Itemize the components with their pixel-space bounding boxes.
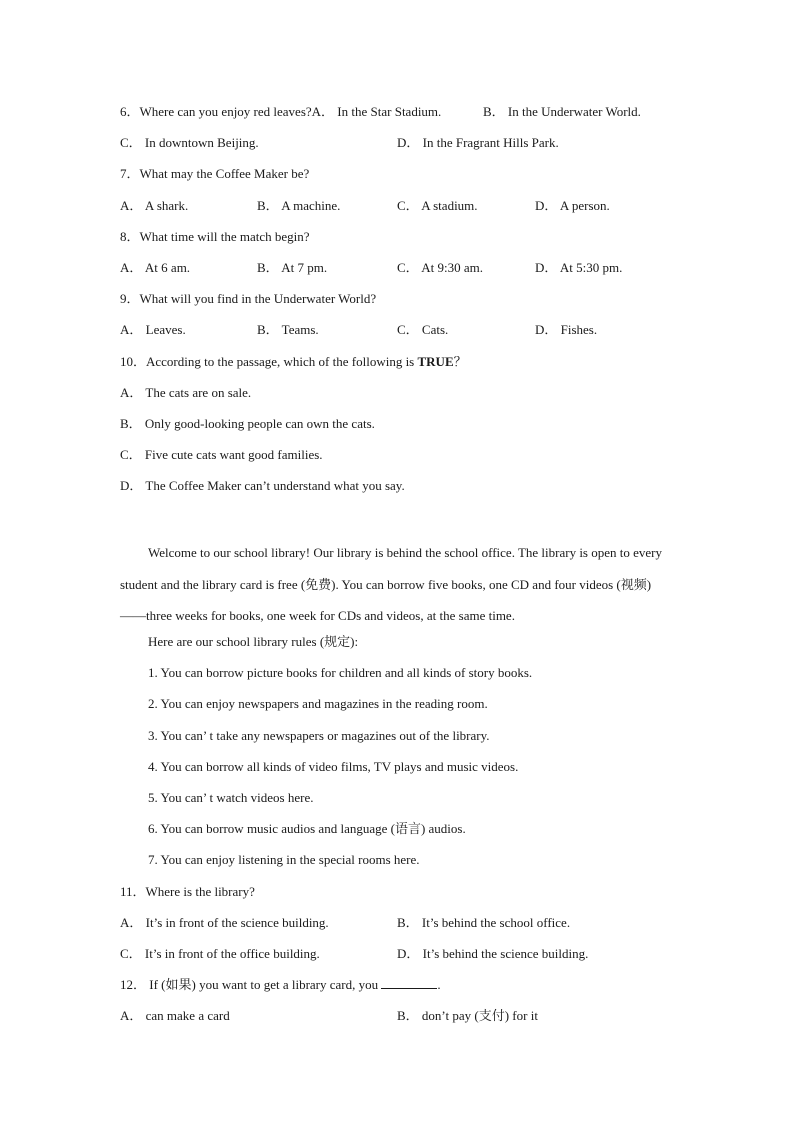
rule-item: 2. You can enjoy newspapers and magazines in the reading room. <box>148 696 488 712</box>
question-9-option-c: C． Cats. <box>397 322 449 338</box>
question-6-option-c: C． In downtown Beijing. <box>120 135 259 151</box>
question-6-option-b: B． In the Underwater World. <box>483 104 641 119</box>
answer-blank[interactable] <box>381 976 437 989</box>
question-10-option-d: D． The Coffee Maker can’t understand what you say. <box>120 478 405 494</box>
question-10-stem <box>120 351 680 382</box>
question-7-stem: 7．What may the Coffee Maker be? <box>120 166 310 182</box>
question-10-stem-end: ？ <box>453 353 467 369</box>
rules-heading: Here are our school library rules (规定): <box>148 634 359 650</box>
question-7-option-c: C． A stadium. <box>397 197 478 213</box>
question-8-option-a: A． At 6 am. <box>120 259 191 275</box>
passage-intro: Welcome to our school library! Our library is behind the school office. The library is open to every student and the library card is free (免费). You can borrow five books, one CD and four videos (视频)——three weeks for books, one week for CDs and videos, at the same time. <box>120 545 662 623</box>
question-8-stem: 8．What time will the match begin? <box>120 228 310 244</box>
question-12-stem-end: . <box>437 977 441 993</box>
question-10-emphasis: TRUE <box>417 353 454 369</box>
question-7-option-b: B． A machine. <box>257 197 341 213</box>
question-8-options <box>120 257 680 288</box>
question-11-option-a: A． It’s in front of the science building. <box>120 914 329 930</box>
rule-item: 4. You can borrow all kinds of video films, TV plays and music videos. <box>148 758 519 774</box>
question-11-options-row1 <box>120 912 680 943</box>
question-10-option-a: A． The cats are on sale. <box>120 384 252 400</box>
rule-item: 5. You can’ t watch videos here. <box>148 789 314 805</box>
rule-item: 3. You can’ t take any newspapers or magazines out of the library. <box>148 727 490 743</box>
question-12-option-a: A． can make a card <box>120 1008 230 1024</box>
question-8-option-b: B． At 7 pm. <box>257 259 328 275</box>
rule-item: 6. You can borrow music audios and language (语言) audios. <box>148 821 466 837</box>
question-10-option-b: B． Only good-looking people can own the cats. <box>120 415 375 431</box>
question-11-option-d: D． It’s behind the science building. <box>397 945 589 961</box>
question-12-stem-text: 12． If (如果) you want to get a library card, you <box>120 977 379 993</box>
question-10-option-c: C． Five cute cats want good families. <box>120 447 323 463</box>
document-page <box>120 101 680 1036</box>
question-10-stem-text: 10．According to the passage, which of the following is <box>120 353 418 369</box>
question-8-option-d: D． At 5:30 pm. <box>535 259 623 275</box>
question-6-option-d: D． In the Fragrant Hills Park. <box>397 135 559 151</box>
question-6-options <box>120 132 680 163</box>
section-gap <box>120 506 680 537</box>
question-9-stem: 9．What will you find in the Underwater World? <box>120 291 377 307</box>
question-12-options <box>120 1005 680 1036</box>
question-12-stem <box>120 974 680 1005</box>
rule-item: 1. You can borrow picture books for children and all kinds of story books. <box>148 665 533 681</box>
question-7-option-d: D． A person. <box>535 197 610 213</box>
question-8-option-c: C． At 9:30 am. <box>397 259 483 275</box>
rule-item: 7. You can enjoy listening in the special rooms here. <box>148 852 420 868</box>
question-6-stem: 6．Where can you enjoy red leaves? <box>120 104 312 119</box>
question-6 <box>120 101 680 132</box>
question-12-option-b: B． don’t pay (支付) for it <box>397 1008 538 1024</box>
question-11-option-c: C． It’s in front of the office building. <box>120 945 320 961</box>
question-9-options <box>120 319 680 350</box>
question-9-option-b: B． Teams. <box>257 322 319 338</box>
question-11-options-row2 <box>120 943 680 974</box>
question-9-option-d: D． Fishes. <box>535 322 598 338</box>
question-6-option-a: A． In the Star Stadium. <box>311 104 442 119</box>
question-11-option-b: B． It’s behind the school office. <box>397 914 571 930</box>
question-11-stem: 11．Where is the library? <box>120 883 255 899</box>
question-9-option-a: A． Leaves. <box>120 322 186 338</box>
question-7-option-a: A． A shark. <box>120 197 189 213</box>
question-7-options <box>120 195 680 226</box>
